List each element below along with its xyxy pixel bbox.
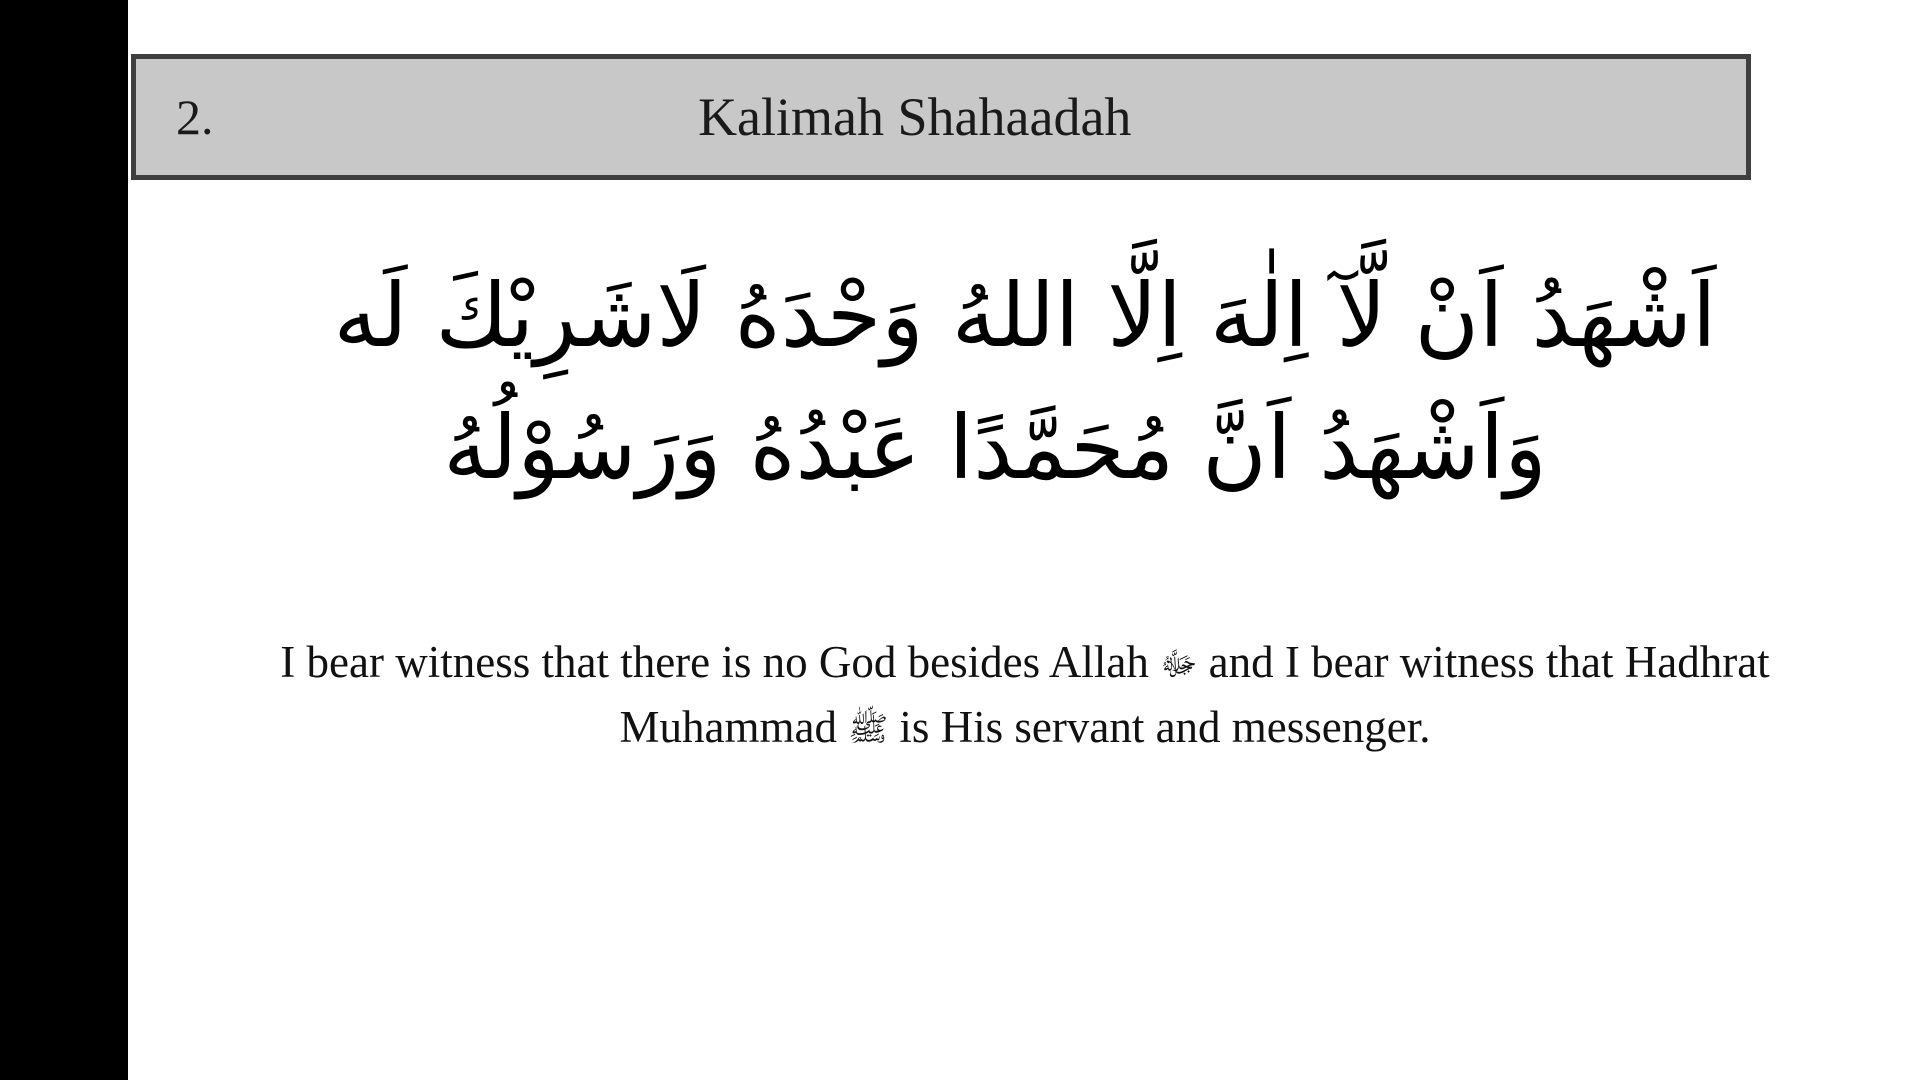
allah-honorific-icon: ﷻ bbox=[1160, 644, 1198, 683]
arabic-line-1: اَشْهَدُ اَنْ لَّآ اِلٰهَ اِلَّا اللهُ وَحْدَهُ لَاشَرِيْكَ لَه bbox=[333, 264, 1717, 367]
arabic-line-2: وَاَشْهَدُ اَنَّ مُحَمَّدًا عَبْدُهُ وَرَسُوْلُهُ bbox=[443, 396, 1547, 499]
arabic-calligraphy-block bbox=[128, 250, 1920, 514]
salawat-honorific-icon: ﷺ bbox=[848, 709, 889, 749]
slide-content-area bbox=[128, 0, 1920, 1080]
translation-part-1: I bear witness that there is no God besides Allah bbox=[280, 637, 1149, 687]
translation-text bbox=[208, 630, 1842, 761]
slide-number: 2. bbox=[176, 89, 214, 145]
translation-part-3: is His servant and messenger. bbox=[899, 702, 1431, 753]
page-title: Kalimah Shahaadah bbox=[698, 87, 1132, 147]
slide-header-bar bbox=[131, 54, 1751, 180]
translation-part-2: and I bear witness that Hadhrat Muhammad bbox=[619, 637, 1770, 753]
